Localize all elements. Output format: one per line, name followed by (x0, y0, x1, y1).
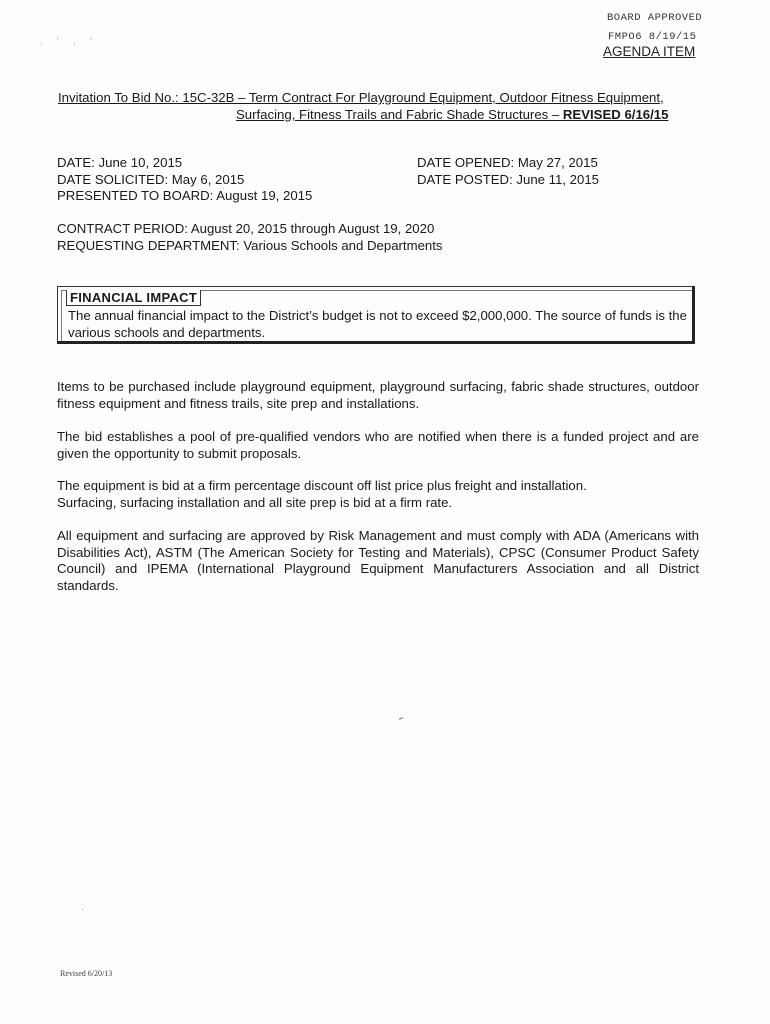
date-solicited-line: DATE SOLICITED: May 6, 2015 (57, 171, 245, 187)
board-approved-stamp: BOARD APPROVED (607, 12, 703, 24)
pricing-paragraph (57, 478, 699, 511)
items-paragraph: Items to be purchased include playground equipment, playground surfacing, fabric shade structures, outdoor fitness equipment and fitness trails, site prep and installations. (57, 379, 699, 411)
scan-specks: . ' . ' (40, 36, 98, 46)
requesting-department-line: REQUESTING DEPARTMENT: Various Schools and Departments (57, 237, 443, 253)
dates-right-column (417, 155, 599, 188)
scan-mark (399, 717, 403, 720)
bid-title-line1: Invitation To Bid No.: 15C-32B – Term Contract For Playground Equipment, Outdoor Fitness Equipment, (58, 90, 664, 105)
dates-left-column (57, 155, 312, 205)
financial-impact-box (57, 286, 695, 344)
bid-title-line2 (236, 106, 668, 123)
contract-info (57, 221, 443, 254)
revised-date: REVISED 6/16/15 (562, 107, 669, 122)
date-line: DATE: June 10, 2015 (57, 155, 183, 170)
approval-code-stamp: FMPO6 8/19/15 (608, 31, 697, 43)
bid-title-line2-text: Surfacing, Fitness Trails and Fabric Shade Structures – (236, 107, 563, 122)
date-opened-line: DATE OPENED: May 27, 2015 (417, 155, 598, 170)
agenda-item-heading: AGENDA ITEM (603, 44, 696, 59)
financial-impact-text: The annual financial impact to the District’s budget is not to exceed $2,000,000. The source of funds is the various schools and departments. (68, 308, 687, 340)
bid-title (58, 89, 698, 122)
financial-impact-label: FINANCIAL IMPACT (66, 290, 201, 306)
scan-speck (82, 909, 83, 910)
date-posted-line: DATE POSTED: June 11, 2015 (417, 171, 600, 187)
pricing-surfacing-line: Surfacing, surfacing installation and all site prep is bid at a firm rate. (57, 494, 453, 510)
contract-period-line: CONTRACT PERIOD: August 20, 2015 through August 19, 2020 (57, 221, 435, 236)
compliance-paragraph: All equipment and surfacing are approved by Risk Management and must comply with ADA (Americans with Disabilities Act), ASTM (The American Society for Testing and Materials), CPSC (Consumer Product Safety Council) and IPEMA (International Playground Equipment Manufacturers Association and all District standards. (57, 528, 699, 593)
pricing-equipment-line: The equipment is bid at a firm percentage discount off list price plus freight and installation. (57, 478, 587, 493)
revision-footer: Revised 6/20/13 (60, 969, 113, 978)
vendor-pool-paragraph: The bid establishes a pool of pre-qualified vendors who are notified when there is a funded project and are given the opportunity to submit proposals. (57, 429, 699, 461)
presented-to-board-line: PRESENTED TO BOARD: August 19, 2015 (57, 188, 313, 203)
